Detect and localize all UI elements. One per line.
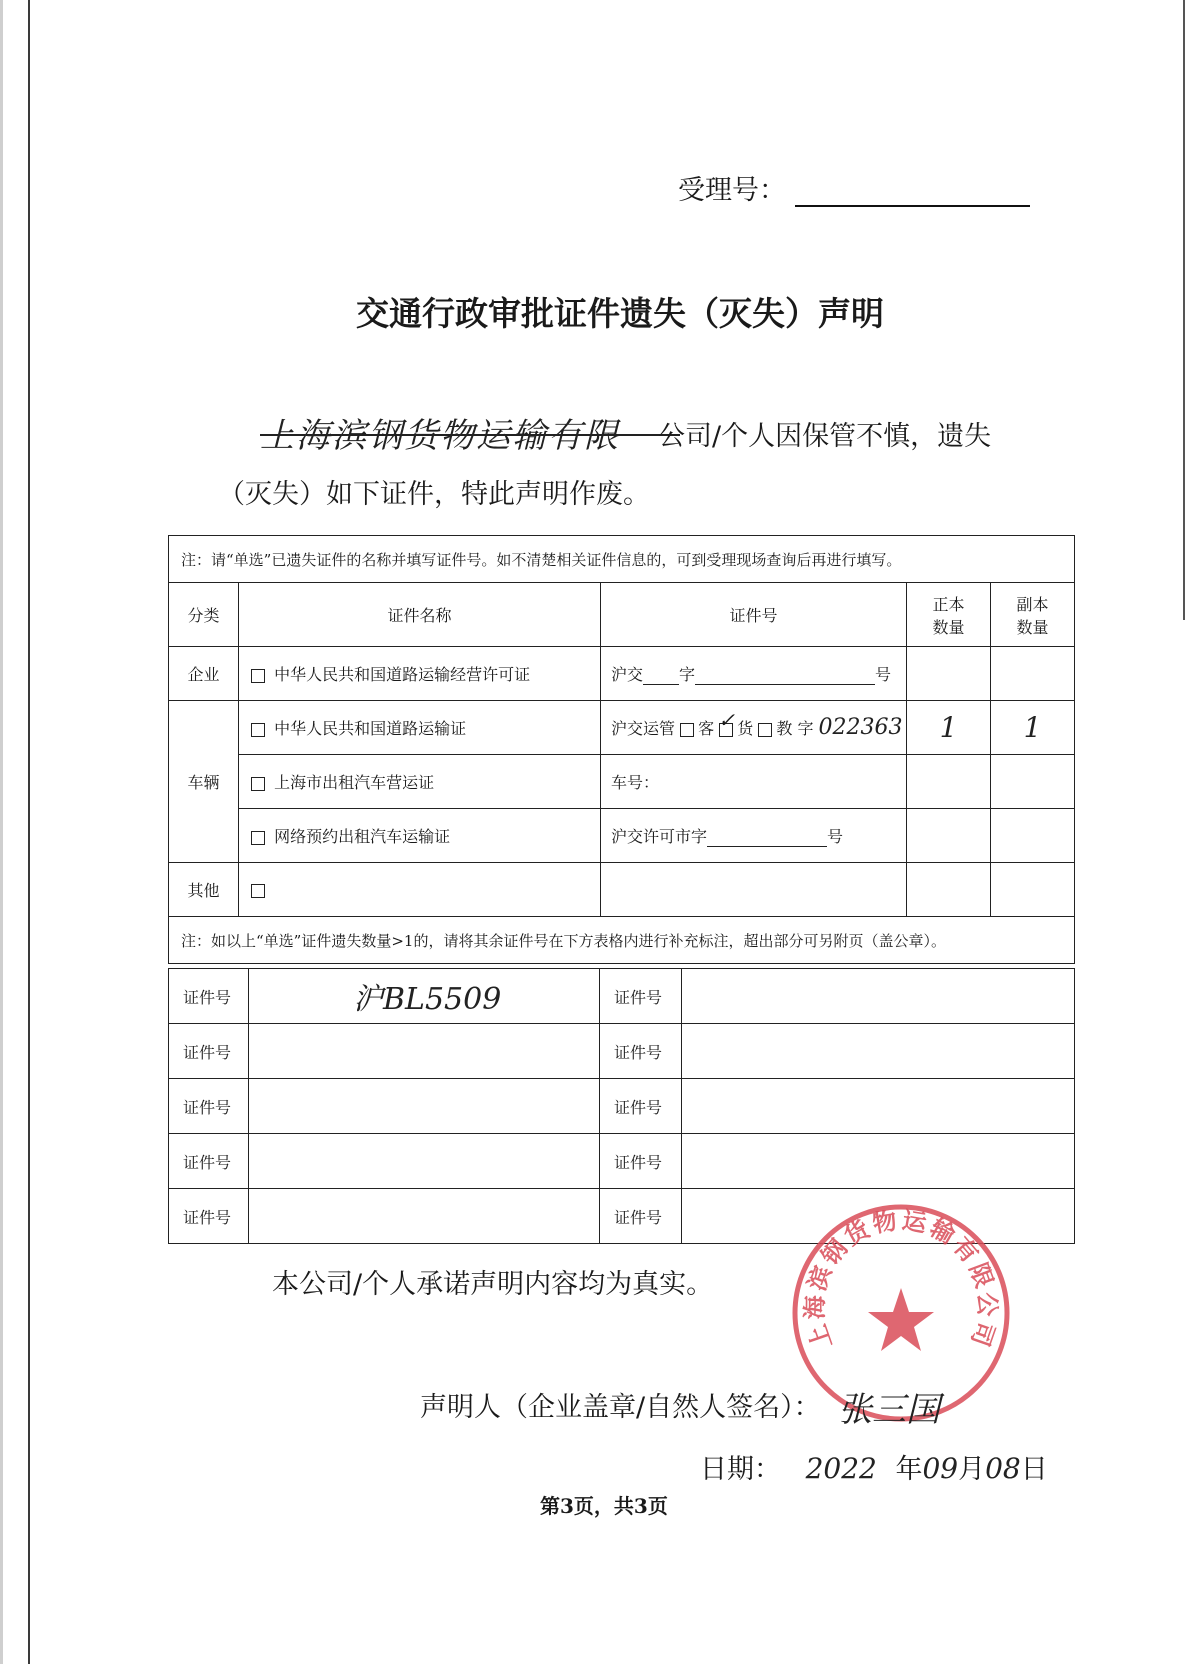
extra-label: 证件号 (169, 1024, 249, 1079)
checkbox[interactable] (251, 884, 265, 898)
statement-line-1-text: 公司/个人因保管不慎，遗失 (658, 421, 992, 452)
scan-edge (0, 0, 3, 1664)
extra-value (682, 1134, 1075, 1189)
checkbox-passenger[interactable] (680, 723, 694, 737)
row-business-license: 中华人民共和国道路运输经营许可证 (239, 647, 601, 701)
business-license-number: 沪交 字 号 (601, 647, 907, 701)
table-note-bottom: 注：如以上“单选”证件遗失数量>1的，请将其余证件号在下方表格内进行补充标注，超出部分可另附页（盖公章）。 (169, 917, 1075, 964)
ride-hailing-permit-number: 沪交许可市字 号 (601, 809, 907, 863)
scan-edge-line (28, 0, 30, 1664)
extra-value (682, 1079, 1075, 1134)
extra-label: 证件号 (169, 1189, 249, 1244)
commitment-text: 本公司/个人承诺声明内容均为真实。 (272, 1269, 714, 1300)
row-ride-hailing-permit: 网络预约出租汽车运输证 (239, 809, 601, 863)
extra-value (249, 969, 600, 1024)
extra-label: 证件号 (169, 969, 249, 1024)
extra-label: 证件号 (600, 1079, 682, 1134)
extra-label: 证件号 (169, 1134, 249, 1189)
company-name-underline (260, 434, 680, 436)
checkbox[interactable] (251, 777, 265, 791)
handwritten-plate-number: 沪BL5509 (353, 982, 502, 1017)
acceptance-number-label: 受理号： (678, 175, 786, 206)
page-number: 第3页，共3页 (540, 1494, 668, 1518)
checkbox-freight[interactable] (718, 707, 735, 737)
category-other: 其他 (169, 863, 239, 917)
statement-line-1 (260, 414, 1060, 464)
row-other (239, 863, 601, 917)
header-original-count: 正本 数量 (907, 583, 991, 647)
checkbox[interactable] (251, 831, 265, 845)
declarer-label: 声明人（企业盖章/自然人签名）： (420, 1392, 821, 1423)
statement-line-2: （灭失）如下证件，特此声明作废。 (218, 479, 650, 510)
extra-label: 证件号 (600, 1024, 682, 1079)
checkbox-training[interactable] (758, 723, 772, 737)
date-month: 09 (922, 1452, 959, 1485)
declarer-signature: 张三国 (838, 1390, 940, 1430)
original-count-cell (907, 647, 991, 701)
category-enterprise: 企业 (169, 647, 239, 701)
copy-count-value: 1 (991, 701, 1075, 755)
extra-label: 证件号 (600, 969, 682, 1024)
check-mark-icon: ✓ (718, 707, 735, 732)
extra-value (249, 1134, 600, 1189)
table-note-top: 注：请“单选”已遗失证件的名称并填写证件号。如不清楚相关证件信息的，可到受理现场查询后再进行填写。 (169, 536, 1075, 583)
extra-value (249, 1024, 600, 1079)
header-name: 证件名称 (239, 583, 601, 647)
extra-value (682, 1024, 1075, 1079)
header-number: 证件号 (601, 583, 907, 647)
extra-label: 证件号 (169, 1079, 249, 1134)
taxi-plate-number: 车号： (601, 755, 907, 809)
extra-value (682, 969, 1075, 1024)
certificate-table (168, 535, 1075, 964)
original-count-value: 1 (907, 701, 991, 755)
document-title: 交通行政审批证件遗失（灭失）声明 (356, 294, 884, 333)
date-year: 2022 (805, 1452, 877, 1485)
date-line: 日期： 2022 年09月08日 (700, 1452, 1048, 1485)
date-label: 日期： (700, 1454, 781, 1485)
acceptance-number-blank (795, 205, 1030, 207)
copy-count-cell (991, 647, 1075, 701)
company-name-handwritten: 上海滨钢货物运输有限 (260, 416, 620, 456)
star-icon (868, 1288, 934, 1351)
extra-label: 证件号 (600, 1134, 682, 1189)
header-category: 分类 (169, 583, 239, 647)
row-transport-certificate: 中华人民共和国道路运输证 (239, 701, 601, 755)
category-vehicle: 车辆 (169, 701, 239, 863)
extra-label: 证件号 (600, 1189, 682, 1244)
row-taxi-permit: 上海市出租汽车营运证 (239, 755, 601, 809)
header-copy-count: 副本 数量 (991, 583, 1075, 647)
extra-value (249, 1189, 600, 1244)
checkbox[interactable] (251, 723, 265, 737)
checkbox[interactable] (251, 669, 265, 683)
transport-certificate-handwritten-number: 022363 (818, 715, 903, 740)
transport-certificate-number: 沪交运管 客 ✓ 货 教 字 022363 (601, 701, 907, 755)
seal-text: 上海滨钢货物运输有限公司 (799, 1205, 1003, 1353)
date-day: 08 (985, 1452, 1021, 1485)
extra-value (249, 1079, 600, 1134)
